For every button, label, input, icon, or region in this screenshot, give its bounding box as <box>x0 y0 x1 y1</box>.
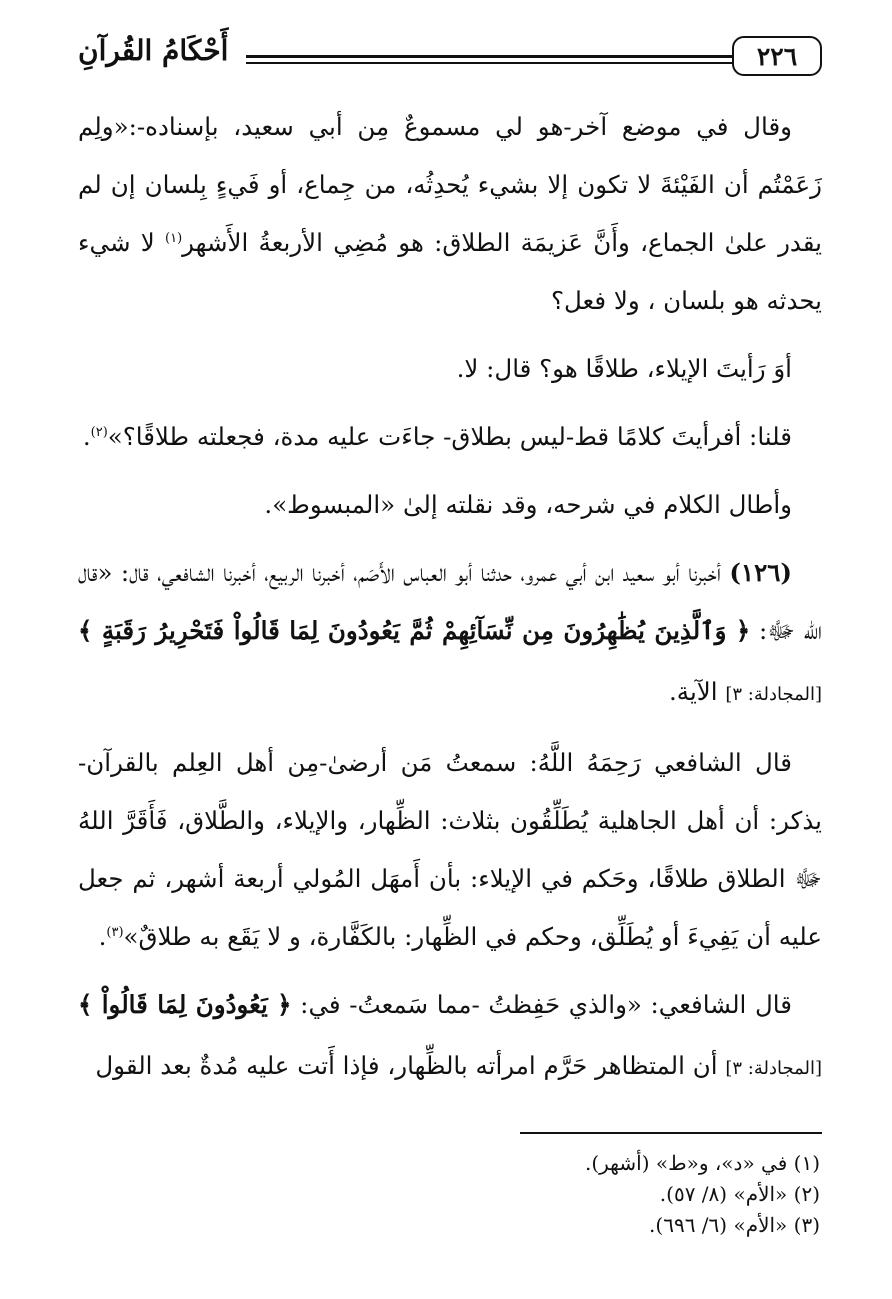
verse-reference: [المجادلة: ٣] <box>725 1058 822 1079</box>
footnotes <box>78 1148 820 1241</box>
footnote-item: (٣) «الأم» (٦/ ٦٩٦). <box>649 1213 820 1237</box>
footnote-item: (١) في «د»، و«ط» (أشهر). <box>584 1151 820 1175</box>
footnote-marker: (٣) <box>106 924 124 940</box>
hadith-paragraph <box>78 544 822 724</box>
verse-reference: [المجادلة: ٣] <box>725 684 822 705</box>
paragraph <box>78 340 822 398</box>
footnote-marker: (٢) <box>90 424 108 440</box>
footnote-marker: (١) <box>165 230 183 246</box>
body-text <box>78 98 822 1108</box>
paragraph-text: وأطال الكلام في شرحه، وقد نقلته إلىٰ «المبسوط». <box>264 490 792 519</box>
paragraph-text: أوَ رَأيتَ الإيلاء، طلاقًا هو؟ قال: لا. <box>456 354 792 383</box>
paragraph <box>78 98 822 330</box>
paragraph-text: قال الشافعي رَحِمَهُ اللَّهُ: سمعتُ مَن أرضىٰ-مِن أهل العِلم بالقرآن- يذكر: أن أهل الجاهلية يُطَلِّقُون بثلاث: الظِّهار، والإيلاء، والطَّلاق، فَأَقَرَّ اللهُ ﷻ الطلاق طلاقًا، وحَكم في الإيلاء: بأن أَمهَل المُولي أربعة أشهر، ثم جعل عليه أن يَفِيءَ أو يُطَلِّق، وحكم في الظِّهار: بالكَفَّارة، و لا يَقَع به طلاقٌ» <box>78 748 822 951</box>
paragraph-text: لا شيء يحدثه هو بلسان ، ولا فعل؟ <box>78 228 822 315</box>
paragraph-text: أن المتظاهر حَرَّم امرأته بالظِّهار، فإذا أَتت عليه مُدةٌ بعد القول <box>95 1051 726 1080</box>
page-header <box>78 30 822 82</box>
paragraph-text: قلنا: أفرأيتَ كلامًا قط-ليس بطلاق- جاءَت عليه مدة، فجعلته طلاقًا؟» <box>107 422 792 451</box>
header-divider <box>246 55 732 64</box>
paragraph <box>78 976 822 1098</box>
paragraph-text: . <box>82 422 91 451</box>
paragraph-text: وقال في موضع آخر-هو لي مسموعٌ مِن أبي سعيد، بإسناده-:«ولِم زَعَمْتُم أن الفَيْئةَ لا تكون إلا بشيء يُحدِثُه، من جِماع، أو فَيءٍ بِلسان إن لم يقدر علىٰ الجماع، وأَنَّ عَزيمَة الطلاق: هو مُضِي الأربعةُ الأَشهر <box>78 112 822 257</box>
paragraph-text: . <box>98 922 107 951</box>
paragraph <box>78 408 822 466</box>
footnote-item: (٢) «الأم» (٨/ ٥٧). <box>659 1182 820 1206</box>
page-number-badge: ٢٢٦ <box>732 36 822 76</box>
paragraph <box>78 476 822 534</box>
quran-verse: ﴿ يَعُودُونَ لِمَا قَالُواْ ﴾ <box>78 990 292 1019</box>
book-title: أَحْكَامُ القُرآنِ <box>78 34 229 67</box>
quran-verse: ﴿ وَٱلَّذِينَ يُظَٰهِرُونَ مِن نِّسَآئِهِمْ ثُمَّ يَعُودُونَ لِمَا قَالُواْ فَتَحْرِيرُ رَقَبَةٍ ﴾ <box>78 616 751 645</box>
paragraph-text: الآية. <box>669 677 726 706</box>
hadith-number: (١٢٦) <box>729 558 792 587</box>
paragraph <box>78 734 822 966</box>
paragraph-text: قال الشافعي: «والذي حَفِظتُ -مما سَمعتُ- في: <box>291 990 792 1019</box>
footnote-divider <box>520 1132 822 1134</box>
paragraph-text: أخبرنا أبو سعيد ابن أبي عمرو، حدثنا أبو العباس الأَصَم، أخبرنا الربيع، أخبرنا الشافعي، قال: «قال الله ﷻ: <box>78 558 822 645</box>
